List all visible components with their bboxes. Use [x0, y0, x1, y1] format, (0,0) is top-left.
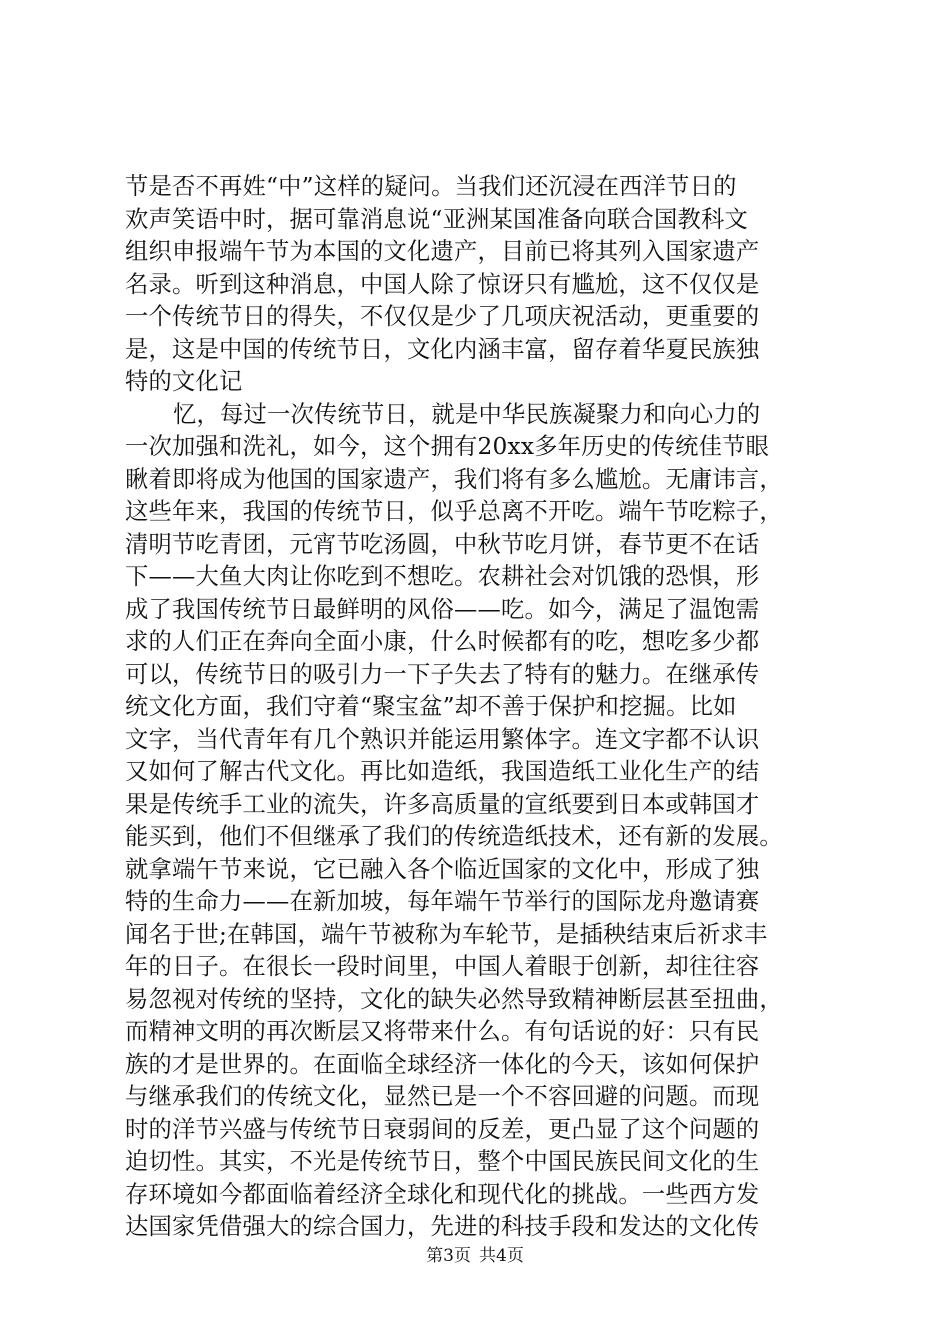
text-line: 统文化方面，我们守着“聚宝盆”却不善于保护和挖掘。比如 — [125, 693, 737, 720]
text-line: 果是传统手工业的流失，许多高质量的宣纸要到日本或韩国才 — [125, 790, 760, 818]
text-line: 闻名于世;在韩国，端午节被称为车轮节，是插秧结束后祈求丰 — [125, 920, 768, 948]
text-line: 而精神文明的再次断层又将带来什么。有句话说的好：只有民 — [125, 1018, 760, 1045]
text-line: 名录。听到这种消息，中国人除了惊讶只有尴尬，这不仅仅是 — [125, 270, 760, 298]
text-line: 年的日子。在很长一段时间里，中国人着眼于创新，却往往容 — [125, 953, 760, 980]
text-line: 存环境如今都面临着经济全球化和现代化的挑战。一些西方发 — [125, 1180, 760, 1208]
document-body — [125, 171, 845, 1244]
text-line: 成了我国传统节日最鲜明的风俗——吃。如今，满足了温饱需 — [125, 595, 760, 623]
text-line: 与继承我们的传统文化，显然已是一个不容回避的问题。而现 — [125, 1083, 760, 1110]
text-line: 下——大鱼大肉让你吃到不想吃。农耕社会对饥饿的恐惧，形 — [125, 563, 760, 590]
text-line: 能买到，他们不但继承了我们的传统造纸技术，还有新的发展。 — [125, 823, 783, 850]
text-line-indented: 忆，每过一次传统节日，就是中华民族凝聚力和向心力的 — [173, 400, 761, 428]
page-number: 第3页 — [426, 1246, 471, 1266]
paragraph-2 — [125, 399, 845, 1244]
paragraph-1 — [125, 171, 845, 399]
text-line: 欢声笑语中时，据可靠消息说“亚洲某国准备向联合国教科文 — [125, 205, 749, 233]
text-line: 又如何了解古代文化。再比如造纸，我国造纸工业化生产的结 — [125, 758, 760, 785]
page-footer — [0, 1245, 950, 1267]
text-line: 迫切性。其实，不光是传统节日，整个中国民族民间文化的生 — [125, 1148, 760, 1175]
text-line: 易忽视对传统的坚持，文化的缺失必然导致精神断层甚至扭曲， — [125, 985, 783, 1013]
text-line: 节是否不再姓“中”这样的疑问。当我们还沉浸在西洋节日的 — [125, 173, 737, 200]
text-line: 特的生命力——在新加坡，每年端午节举行的国际龙舟邀请赛 — [125, 888, 760, 915]
text-line: 一个传统节日的得失，不仅仅是少了几项庆祝活动，更重要的 — [125, 303, 760, 330]
text-line: 求的人们正在奔向全面小康，什么时候都有的吃，想吃多少都 — [125, 628, 760, 655]
text-line: 组织申报端午节为本国的文化遗产，目前已将其列入国家遗产 — [125, 238, 760, 265]
text-line: 就拿端午节来说，它已融入各个临近国家的文化中，形成了独 — [125, 855, 760, 883]
text-line: 文字，当代青年有几个熟识并能运用繁体字。连文字都不认识 — [125, 725, 760, 753]
text-line: 达国家凭借强大的综合国力，先进的科技手段和发达的文化传 — [125, 1213, 760, 1240]
text-line: 族的才是世界的。在面临全球经济一体化的今天，该如何保护 — [125, 1050, 760, 1078]
text-line: 一次加强和洗礼，如今，这个拥有20xx多年历史的传统佳节眼 — [125, 433, 770, 460]
text-line: 特的文化记 — [125, 368, 243, 395]
text-line: 可以，传统节日的吸引力一下子失去了特有的魅力。在继承传 — [125, 660, 760, 688]
text-line: 清明节吃青团，元宵节吃汤圆，中秋节吃月饼，春节更不在话 — [125, 530, 760, 558]
text-line: 是，这是中国的传统节日，文化内涵丰富，留存着华夏民族独 — [125, 335, 760, 363]
page-total: 共4页 — [479, 1246, 524, 1266]
text-line: 这些年来，我国的传统节日，似乎总离不开吃。端午节吃粽子， — [125, 498, 783, 525]
text-line: 瞅着即将成为他国的国家遗产，我们将有多么尴尬。无庸讳言， — [125, 465, 783, 493]
text-line: 时的洋节兴盛与传统节日衰弱间的反差，更凸显了这个问题的 — [125, 1115, 760, 1143]
